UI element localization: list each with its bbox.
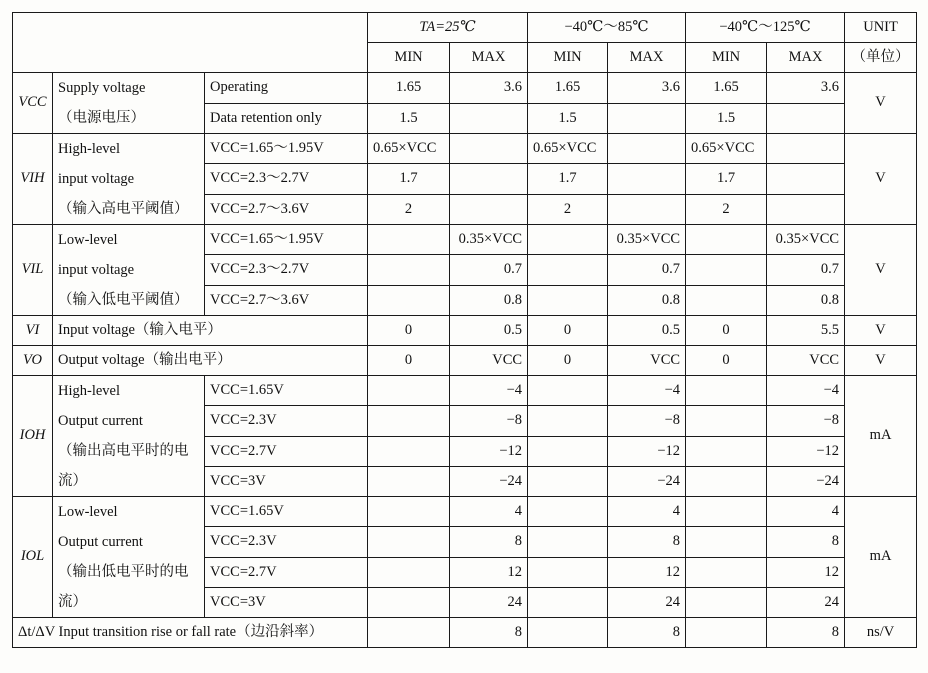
value-cell: 24	[608, 587, 686, 617]
desc-line: input voltage	[58, 171, 135, 187]
desc-line: （输入低电平阈值）	[58, 292, 189, 308]
condition-cell: VCC=2.7V	[205, 436, 368, 466]
value-cell: 0.5	[608, 316, 686, 346]
desc-line: 流）	[58, 473, 87, 489]
value-cell	[368, 557, 450, 587]
header-row-groups	[13, 13, 917, 43]
value-cell: 3.6	[767, 73, 845, 104]
value-cell	[368, 255, 450, 285]
desc-line: Low-level	[58, 232, 118, 248]
desc-line: High-level	[58, 141, 121, 157]
row-description-vcc	[53, 73, 205, 134]
value-cell: −12	[608, 436, 686, 466]
row-description-vil	[53, 225, 205, 316]
value-cell	[686, 255, 767, 285]
unit-cell: V	[845, 73, 917, 134]
value-cell: 2	[528, 194, 608, 224]
header-ta-25: TA=25℃	[368, 13, 528, 43]
table-row	[13, 376, 917, 406]
value-cell: 0.8	[608, 285, 686, 315]
condition-cell: Operating	[205, 73, 368, 104]
value-cell: 24	[767, 587, 845, 617]
desc-line: Output current	[58, 534, 143, 550]
table-row	[13, 346, 917, 376]
value-cell: 3.6	[608, 73, 686, 104]
value-cell: 1.5	[528, 103, 608, 134]
value-cell: 4	[767, 497, 845, 527]
value-cell: −12	[450, 436, 528, 466]
condition-cell: VCC=2.3～2.7V	[205, 255, 368, 285]
value-cell	[368, 406, 450, 436]
header-blank-cell	[13, 13, 368, 73]
value-cell	[528, 225, 608, 255]
desc-line: 流）	[58, 594, 87, 610]
condition-cell: VCC=2.7～3.6V	[205, 194, 368, 224]
row-description-dtdv: Δt/ΔV Input transition rise or fall rate（边沿斜率）	[13, 618, 368, 648]
row-symbol-vcc: VCC	[13, 73, 53, 134]
value-cell: VCC	[767, 346, 845, 376]
value-cell	[528, 436, 608, 466]
header-min: MIN	[368, 43, 450, 73]
header-max: MAX	[608, 43, 686, 73]
value-cell: 1.65	[686, 73, 767, 104]
value-cell	[686, 587, 767, 617]
header-max: MAX	[450, 43, 528, 73]
value-cell: 2	[686, 194, 767, 224]
value-cell: 1.5	[368, 103, 450, 134]
condition-cell: VCC=1.65V	[205, 497, 368, 527]
value-cell: 8	[767, 618, 845, 648]
desc-line: Low-level	[58, 504, 118, 520]
value-cell	[608, 134, 686, 164]
row-description-vo: Output voltage（输出电平）	[53, 346, 368, 376]
value-cell: 8	[608, 527, 686, 557]
row-symbol-vil: VIL	[13, 225, 53, 316]
value-cell: −4	[450, 376, 528, 406]
condition-cell: VCC=2.7V	[205, 557, 368, 587]
unit-cell: mA	[845, 376, 917, 497]
condition-cell: VCC=3V	[205, 466, 368, 496]
value-cell	[450, 134, 528, 164]
value-cell	[608, 194, 686, 224]
value-cell	[686, 406, 767, 436]
condition-cell: VCC=2.7～3.6V	[205, 285, 368, 315]
value-cell: 2	[368, 194, 450, 224]
desc-line: input voltage	[58, 262, 135, 278]
row-symbol-ioh: IOH	[13, 376, 53, 497]
value-cell	[528, 587, 608, 617]
value-cell	[686, 285, 767, 315]
value-cell: 0.7	[608, 255, 686, 285]
row-symbol-iol: IOL	[13, 497, 53, 618]
value-cell: 0.35×VCC	[608, 225, 686, 255]
value-cell: 0.8	[767, 285, 845, 315]
value-cell	[368, 466, 450, 496]
header-unit: UNIT	[845, 13, 917, 43]
value-cell: 12	[450, 557, 528, 587]
value-cell: −24	[767, 466, 845, 496]
value-cell: 1.7	[368, 164, 450, 194]
value-cell	[368, 497, 450, 527]
desc-line: （输入高电平阈值）	[58, 201, 189, 217]
value-cell: 0.5	[450, 316, 528, 346]
value-cell: VCC	[608, 346, 686, 376]
condition-cell: VCC=2.3V	[205, 527, 368, 557]
value-cell: 1.7	[528, 164, 608, 194]
condition-cell: VCC=1.65～1.95V	[205, 225, 368, 255]
value-cell	[368, 285, 450, 315]
row-symbol-vih: VIH	[13, 134, 53, 225]
value-cell	[767, 164, 845, 194]
value-cell: 0.35×VCC	[450, 225, 528, 255]
value-cell: −8	[767, 406, 845, 436]
condition-cell: VCC=2.3～2.7V	[205, 164, 368, 194]
value-cell: −24	[608, 466, 686, 496]
value-cell	[686, 618, 767, 648]
value-cell: 1.65	[528, 73, 608, 104]
row-symbol-vo: VO	[13, 346, 53, 376]
value-cell: 4	[450, 497, 528, 527]
value-cell	[608, 164, 686, 194]
unit-cell: V	[845, 316, 917, 346]
value-cell: 8	[450, 618, 528, 648]
row-symbol-vi: VI	[13, 316, 53, 346]
value-cell: 0	[368, 316, 450, 346]
value-cell	[368, 436, 450, 466]
value-cell: 0	[368, 346, 450, 376]
value-cell	[528, 285, 608, 315]
table-row	[13, 316, 917, 346]
table-row	[13, 497, 917, 527]
value-cell: 0	[528, 346, 608, 376]
value-cell: 8	[608, 618, 686, 648]
value-cell	[528, 618, 608, 648]
desc-line: Supply voltage	[58, 80, 146, 96]
value-cell: 1.7	[686, 164, 767, 194]
value-cell: −8	[608, 406, 686, 436]
value-cell	[368, 527, 450, 557]
recommended-operating-conditions-table	[12, 12, 917, 648]
value-cell	[686, 225, 767, 255]
value-cell: 24	[450, 587, 528, 617]
row-description-iol	[53, 497, 205, 618]
header-min: MIN	[686, 43, 767, 73]
value-cell: −4	[608, 376, 686, 406]
value-cell: −24	[450, 466, 528, 496]
row-description-vi: Input voltage（输入电平）	[53, 316, 368, 346]
desc-line: （电源电压）	[58, 110, 145, 126]
value-cell	[528, 527, 608, 557]
value-cell	[368, 225, 450, 255]
value-cell	[767, 134, 845, 164]
value-cell: −12	[767, 436, 845, 466]
value-cell: 1.5	[686, 103, 767, 134]
value-cell	[528, 557, 608, 587]
row-description-vih	[53, 134, 205, 225]
condition-cell: VCC=3V	[205, 587, 368, 617]
value-cell	[368, 587, 450, 617]
value-cell: 0.7	[450, 255, 528, 285]
unit-cell: ns/V	[845, 618, 917, 648]
value-cell: 0.8	[450, 285, 528, 315]
value-cell	[368, 618, 450, 648]
header-unit-cn: （单位）	[845, 43, 917, 73]
row-description-ioh	[53, 376, 205, 497]
value-cell: 5.5	[767, 316, 845, 346]
value-cell	[686, 527, 767, 557]
desc-line: High-level	[58, 383, 121, 399]
header-min: MIN	[528, 43, 608, 73]
header-range-85: −40℃～85℃	[528, 13, 686, 43]
value-cell: 0	[528, 316, 608, 346]
value-cell: 0.35×VCC	[767, 225, 845, 255]
value-cell: −8	[450, 406, 528, 436]
table-row	[13, 73, 917, 104]
table-row	[13, 134, 917, 164]
value-cell: 0.65×VCC	[528, 134, 608, 164]
desc-line: （输出高电平时的电	[58, 443, 189, 459]
desc-line: （输出低电平时的电	[58, 564, 189, 580]
header-range-125: −40℃～125℃	[686, 13, 845, 43]
value-cell: 0	[686, 316, 767, 346]
value-cell	[450, 103, 528, 134]
value-cell	[450, 164, 528, 194]
value-cell	[528, 255, 608, 285]
value-cell	[767, 103, 845, 134]
value-cell: 4	[608, 497, 686, 527]
value-cell: 12	[767, 557, 845, 587]
value-cell	[450, 194, 528, 224]
value-cell	[686, 436, 767, 466]
condition-cell: Data retention only	[205, 103, 368, 134]
condition-cell: VCC=1.65V	[205, 376, 368, 406]
unit-cell: V	[845, 134, 917, 225]
value-cell	[767, 194, 845, 224]
value-cell: 1.65	[368, 73, 450, 104]
value-cell	[528, 406, 608, 436]
value-cell: 0.65×VCC	[368, 134, 450, 164]
value-cell	[528, 376, 608, 406]
value-cell	[686, 497, 767, 527]
value-cell: VCC	[450, 346, 528, 376]
value-cell	[528, 466, 608, 496]
value-cell: 12	[608, 557, 686, 587]
unit-cell: V	[845, 346, 917, 376]
header-max: MAX	[767, 43, 845, 73]
desc-line: Output current	[58, 413, 143, 429]
value-cell	[686, 466, 767, 496]
table-row	[13, 225, 917, 255]
value-cell	[368, 376, 450, 406]
value-cell	[608, 103, 686, 134]
table-row	[13, 618, 917, 648]
value-cell: 8	[450, 527, 528, 557]
value-cell: 0.7	[767, 255, 845, 285]
condition-cell: VCC=1.65～1.95V	[205, 134, 368, 164]
value-cell	[686, 557, 767, 587]
condition-cell: VCC=2.3V	[205, 406, 368, 436]
value-cell	[686, 376, 767, 406]
value-cell: 3.6	[450, 73, 528, 104]
unit-cell: V	[845, 225, 917, 316]
value-cell	[528, 497, 608, 527]
value-cell: 0.65×VCC	[686, 134, 767, 164]
unit-cell: mA	[845, 497, 917, 618]
value-cell: −4	[767, 376, 845, 406]
value-cell: 0	[686, 346, 767, 376]
value-cell: 8	[767, 527, 845, 557]
